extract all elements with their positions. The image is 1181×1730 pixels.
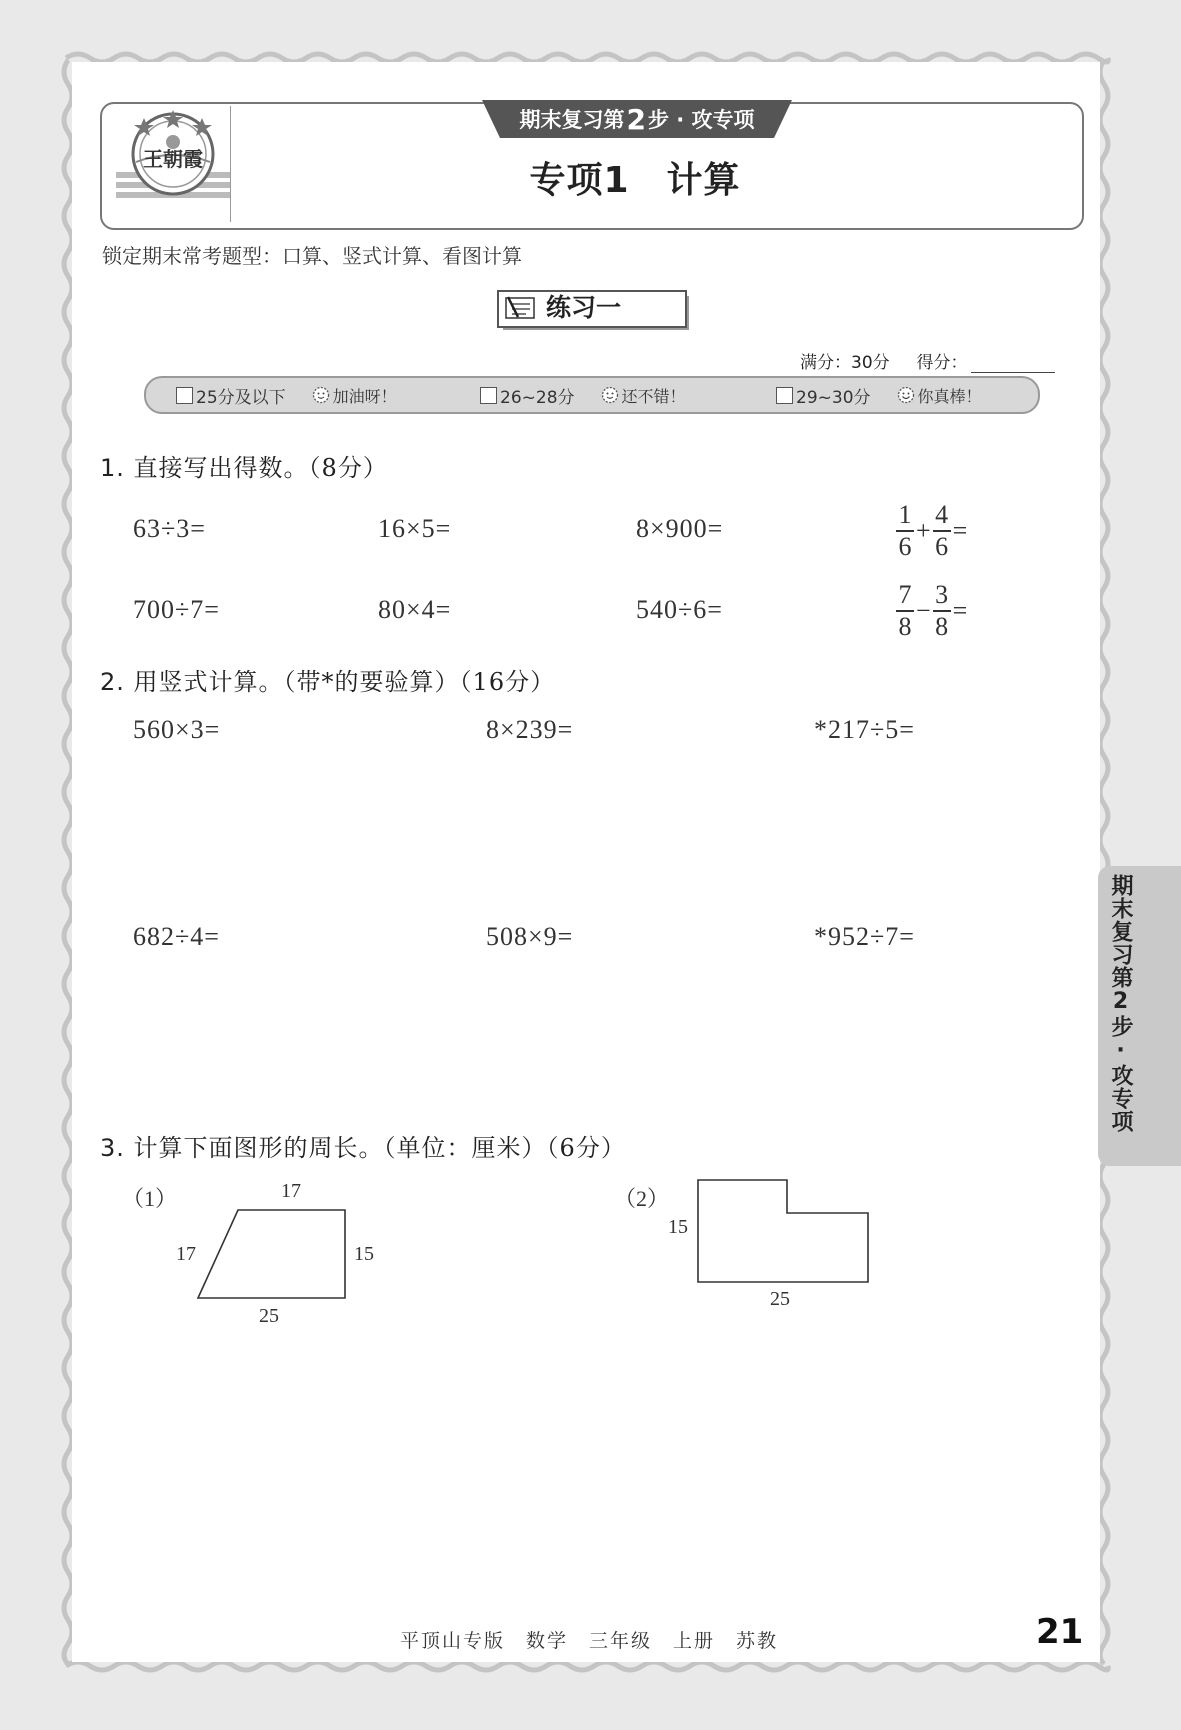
rating-checkbox-low[interactable]	[176, 387, 193, 404]
question-3-number: 3.	[100, 1134, 125, 1162]
score-blank-field[interactable]	[971, 372, 1055, 373]
question-1-number: 1.	[100, 454, 125, 482]
figure-1-left-length: 17	[176, 1243, 196, 1265]
rating-checkbox-mid[interactable]	[480, 387, 497, 404]
q2-item: 508×9=	[486, 922, 574, 951]
question-3-title	[100, 1128, 626, 1163]
figure-1-label: （1）	[122, 1186, 178, 1211]
figure-2-label: （2）	[614, 1186, 670, 1211]
q1-item: 16×5=	[378, 514, 452, 543]
question-2-text: 用竖式计算。（带*的要验算）（16分）	[133, 668, 556, 696]
rating-range-mid: 26~28分	[500, 387, 575, 408]
q2-item: 8×239=	[486, 715, 574, 744]
step-suffix: 步 · 攻专项	[647, 108, 755, 132]
step-number: 2	[626, 102, 646, 136]
question-1-text: 直接写出得数。（8分）	[133, 454, 388, 482]
figure-1-trapezoid	[190, 1200, 360, 1306]
figure-2-bottom-length: 25	[770, 1288, 790, 1310]
page-number: 21	[1036, 1612, 1084, 1652]
q2-item: *952÷7=	[814, 922, 915, 951]
q1-item: 8×900=	[636, 514, 724, 543]
question-2-number: 2.	[100, 668, 125, 696]
fraction	[933, 500, 951, 562]
denominator: 6	[935, 531, 949, 561]
denominator: 6	[898, 531, 912, 561]
rating-option-high	[776, 378, 982, 412]
rating-range-high: 29~30分	[796, 387, 871, 408]
denominator: 8	[935, 611, 949, 641]
question-2-title	[100, 662, 555, 697]
rating-range-low: 25分及以下	[196, 387, 286, 408]
score-line	[800, 348, 1055, 373]
q1-item: 80×4=	[378, 595, 452, 624]
step-prefix: 期末复习第	[519, 108, 625, 132]
side-tab-label: 期末复习第2步·攻专项	[1108, 874, 1133, 1133]
cheer-face-icon	[312, 386, 330, 404]
numerator: 3	[935, 580, 949, 609]
denominator: 8	[898, 611, 912, 641]
rating-message-low: 加油呀！	[332, 386, 397, 406]
publisher-logo	[114, 108, 232, 226]
rating-message-high: 你真棒！	[917, 386, 982, 406]
q1-item: 540÷6=	[636, 595, 723, 624]
logo-wordmark: 王朝霞	[143, 147, 203, 171]
rating-option-mid	[480, 378, 686, 412]
fraction	[896, 580, 914, 642]
operator: +	[916, 515, 931, 545]
q1-fraction-difference	[894, 580, 967, 642]
page-title: 专项1 计算	[529, 160, 741, 201]
subtitle: 锁定期末常考题型：口算、竖式计算、看图计算	[102, 244, 522, 268]
numerator: 7	[898, 580, 912, 609]
fraction	[933, 580, 951, 642]
figure-1-bottom-length: 25	[259, 1305, 279, 1327]
q2-item: 682÷4=	[133, 922, 220, 951]
notebook-pen-icon	[504, 295, 538, 321]
q1-item: 63÷3=	[133, 514, 206, 543]
exercise-title: 练习一	[546, 293, 622, 322]
equals-sign: =	[952, 595, 968, 625]
q1-item: 700÷7=	[133, 595, 220, 624]
numerator: 1	[898, 500, 912, 529]
q1-fraction-sum	[894, 500, 967, 562]
rating-checkbox-high[interactable]	[776, 387, 793, 404]
figure-1-top-length: 17	[281, 1180, 301, 1202]
figure-2-polygon	[690, 1170, 874, 1288]
numerator: 4	[935, 500, 949, 529]
rating-message-mid: 还不错！	[621, 386, 686, 406]
operator: −	[916, 595, 931, 625]
step-tab-label	[482, 100, 792, 138]
q2-item: *217÷5=	[814, 715, 915, 744]
figure-1-right-length: 15	[354, 1243, 374, 1265]
logo-divider	[230, 106, 231, 222]
figure-2-left-length: 15	[668, 1216, 688, 1238]
full-score-label: 满分：30分	[800, 353, 890, 373]
fraction	[896, 500, 914, 562]
question-3-text: 计算下面图形的周长。（单位：厘米）（6分）	[133, 1134, 626, 1162]
happy-face-icon	[897, 386, 915, 404]
got-score-label: 得分：	[916, 353, 968, 373]
q2-item: 560×3=	[133, 715, 221, 744]
question-1-title	[100, 448, 388, 483]
rating-option-low	[176, 378, 397, 412]
footer-edition: 平顶山专版 数学 三年级 上册 苏教	[400, 1630, 779, 1652]
equals-sign: =	[952, 515, 968, 545]
rating-bar	[144, 376, 1040, 414]
smile-face-icon	[601, 386, 619, 404]
